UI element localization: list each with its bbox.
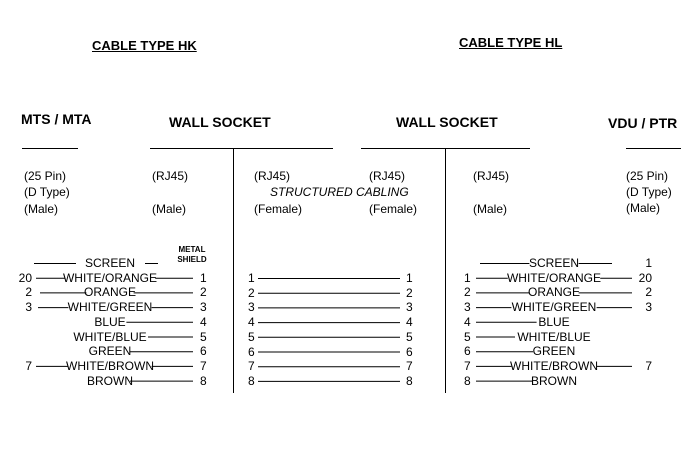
hk-wire-label: WHITE/BROWN <box>66 358 154 373</box>
hk-mts-pin: 2 <box>25 285 32 300</box>
wall2-right-spec-gender: (Male) <box>473 202 508 216</box>
hk-wire-label: WHITE/BLUE <box>73 329 147 344</box>
structured-pin-left: 2 <box>248 285 255 300</box>
hl-socket-pin: 5 <box>464 329 471 344</box>
hl-socket-pin: 6 <box>464 344 471 359</box>
hk-wire-label: WHITE/ORANGE <box>62 270 157 285</box>
vdu-spec-pins: (25 Pin) <box>626 169 669 183</box>
mts-mta-heading: MTS / MTA <box>21 111 92 127</box>
vdu-spec-gender: (Male) <box>626 201 661 215</box>
wall1-left-spec-type: (RJ45) <box>152 169 189 183</box>
structured-pin-left: 6 <box>248 344 255 359</box>
structured-pin-right: 3 <box>406 300 413 315</box>
wall2-right-spec-type: (RJ45) <box>473 169 510 183</box>
hk-wire-label: BROWN <box>87 373 133 388</box>
hl-socket-pin: 7 <box>464 358 471 373</box>
wall1-right-spec-gender: (Female) <box>254 202 303 216</box>
hl-wire-label: BLUE <box>538 314 570 329</box>
wall1-right-spec-type: (RJ45) <box>254 169 291 183</box>
wall-socket-left-heading: WALL SOCKET <box>169 114 271 130</box>
hl-socket-pin: 4 <box>464 314 471 329</box>
hk-mts-pin: 3 <box>25 300 32 315</box>
hl-wire-label: WHITE/BROWN <box>510 358 598 373</box>
vdu-spec-type: (D Type) <box>626 185 672 199</box>
hl-wire-label: SCREEN <box>528 256 579 270</box>
hl-socket-pin: 1 <box>464 270 471 285</box>
structured-pin-right: 8 <box>406 373 413 388</box>
hk-wire-label: ORANGE <box>83 285 136 300</box>
structured-pin-right: 5 <box>406 329 413 344</box>
metal-shield-label-1: METAL <box>178 245 206 254</box>
hl-wire-label: WHITE/BLUE <box>517 329 591 344</box>
wall1-left-spec-gender: (Male) <box>152 202 187 216</box>
cable-type-hk-title: CABLE TYPE HK <box>92 38 197 53</box>
hl-socket-pin: 8 <box>464 373 471 388</box>
structured-pin-right: 4 <box>406 315 413 330</box>
hl-vdu-pin: 1 <box>645 256 652 270</box>
hl-socket-pin: 3 <box>464 300 471 315</box>
hl-wire-label: ORANGE <box>527 285 580 300</box>
hk-socket-pin: 7 <box>200 358 207 373</box>
wall2-left-spec-type: (RJ45) <box>369 169 406 183</box>
metal-shield-label-2: SHIELD <box>177 255 207 264</box>
hk-mts-pin: 20 <box>18 270 32 285</box>
hk-socket-pin: 3 <box>200 300 207 315</box>
hl-wire-label: BROWN <box>531 373 577 388</box>
hk-wire-label: BLUE <box>94 314 126 329</box>
structured-pin-left: 1 <box>248 271 255 285</box>
hl-wire-label: WHITE/GREEN <box>511 300 597 315</box>
mts-spec-gender: (Male) <box>24 202 59 216</box>
structured-pin-left: 7 <box>248 359 255 374</box>
hl-wire-label: WHITE/ORANGE <box>506 270 601 285</box>
vdu-ptr-heading: VDU / PTR <box>608 115 678 131</box>
structured-pin-right: 2 <box>406 285 413 300</box>
hk-wire-label: WHITE/GREEN <box>67 300 153 315</box>
hl-vdu-pin: 20 <box>638 270 652 285</box>
structured-pin-left: 3 <box>248 300 255 315</box>
structured-pin-right: 6 <box>406 344 413 359</box>
mts-spec-type: (D Type) <box>24 185 70 199</box>
structured-pin-right: 7 <box>406 359 413 374</box>
hk-socket-pin: 8 <box>200 373 207 388</box>
hl-vdu-pin: 2 <box>645 285 652 300</box>
hk-socket-pin: 5 <box>200 329 207 344</box>
hl-vdu-pin: 7 <box>645 358 652 373</box>
wall2-left-spec-gender: (Female) <box>369 202 418 216</box>
hk-socket-pin: 6 <box>200 344 207 359</box>
hl-vdu-pin: 3 <box>645 300 652 315</box>
hk-wire-label: SCREEN <box>84 256 135 270</box>
structured-pin-right: 1 <box>406 271 413 285</box>
wall-socket-right-heading: WALL SOCKET <box>396 114 498 130</box>
cable-type-hl-title: CABLE TYPE HL <box>459 35 563 50</box>
hk-socket-pin: 2 <box>200 285 207 300</box>
hk-socket-pin: 1 <box>200 270 207 285</box>
mts-spec-pins: (25 Pin) <box>24 169 67 183</box>
structured-pin-left: 5 <box>248 329 255 344</box>
hl-socket-pin: 2 <box>464 285 471 300</box>
structured-pin-left: 8 <box>248 373 255 388</box>
hk-wire-label: GREEN <box>88 344 132 359</box>
hk-socket-pin: 4 <box>200 314 207 329</box>
hk-mts-pin: 7 <box>25 358 32 373</box>
structured-cabling-label: STRUCTURED CABLING <box>270 185 409 199</box>
structured-pin-left: 4 <box>248 315 255 330</box>
hl-wire-label: GREEN <box>532 344 576 359</box>
